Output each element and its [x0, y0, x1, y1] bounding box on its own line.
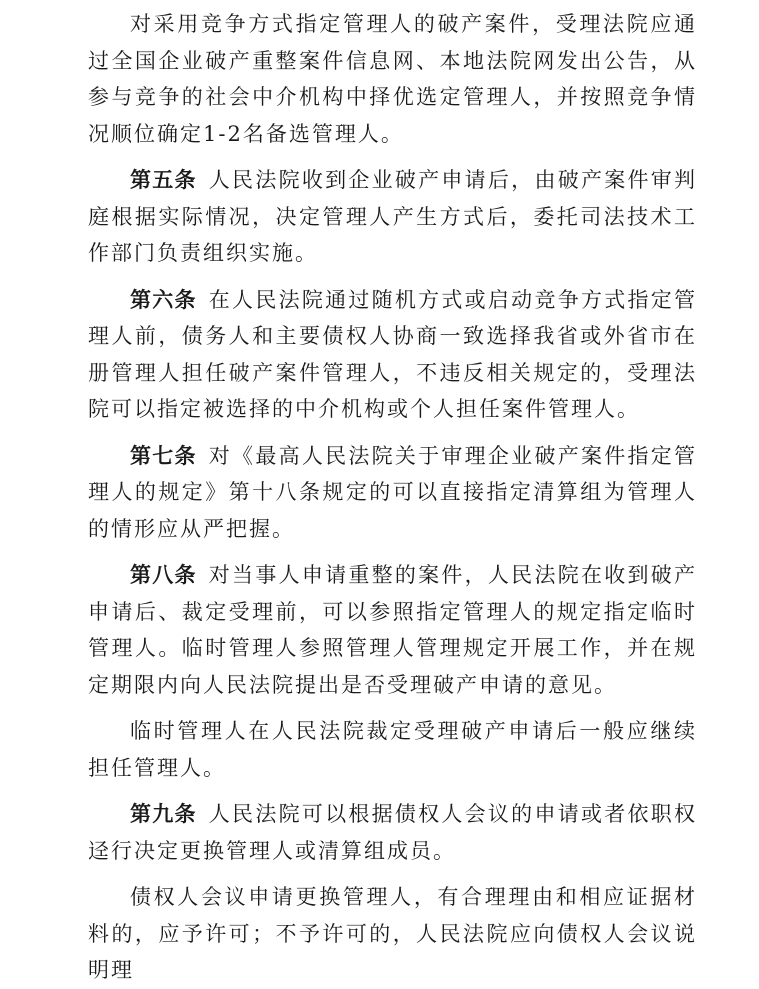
- article-8-continuation: [88, 713, 697, 786]
- article-5-text: 人民法院收到企业破产申请后，由破产案件审判庭根据实际情况，决定管理人产生方式后，委托司法技术工作部门负责组织实施。: [88, 168, 698, 265]
- article-5-paragraph: [88, 162, 697, 272]
- article-9-text: 人民法院可以根据债权人会议的申请或者依职权迳行决定更换管理人或清算组成员。: [88, 802, 698, 863]
- article-9-continuation: [88, 879, 697, 982]
- article-9-paragraph: [88, 796, 697, 869]
- article-8-paragraph: [88, 557, 697, 703]
- article-7-heading: 第七条: [130, 442, 197, 468]
- article-8-text: 对当事人申请重整的案件，人民法院在收到破产申请后、裁定受理前，可以参照指定管理人的规定指定临时管理人。临时管理人参照管理人管理规定开展工作，并在规定期限内向人民法院提出是否受理破产申请的意见。: [88, 563, 698, 697]
- paragraph-1-text: 对采用竞争方式指定管理人的破产案件，受理法院应通过全国企业破产重整案件信息网、本地法院网发出公告，从参与竞争的社会中介机构中择优选定管理人，并按照竞争情况顺位确定1-2名备选管理人。: [88, 12, 697, 146]
- article-7-text: 对《最高人民法院关于审理企业破产案件指定管理人的规定》第十八条规定的可以直接指定清算组为管理人的情形应从严把握。: [88, 443, 698, 541]
- article-7-paragraph: [88, 438, 697, 548]
- article-8-continuation-text: 临时管理人在人民法院裁定受理破产申请后一般应继续担任管理人。: [88, 719, 697, 780]
- article-9-continuation-text: 债权人会议申请更换管理人，有合理理由和相应证据材料的，应予许可；不予许可的，人民法院应向债权人会议说明理: [88, 885, 697, 982]
- article-5-heading: 第五条: [130, 167, 197, 192]
- article-8-heading: 第八条: [130, 562, 197, 587]
- article-9-heading: 第九条: [130, 801, 197, 826]
- paragraph-1: [88, 6, 697, 152]
- article-6-paragraph: [88, 282, 697, 428]
- article-6-heading: 第六条: [130, 286, 197, 312]
- article-6-text: 在人民法院通过随机方式或启动竞争方式指定管理人前，债务人和主要债权人协商一致选择我省或外省市在册管理人担任破产案件管理人，不违反相关规定的，受理法院可以指定被选择的中介机构或个人担任案件管理人。: [88, 287, 698, 421]
